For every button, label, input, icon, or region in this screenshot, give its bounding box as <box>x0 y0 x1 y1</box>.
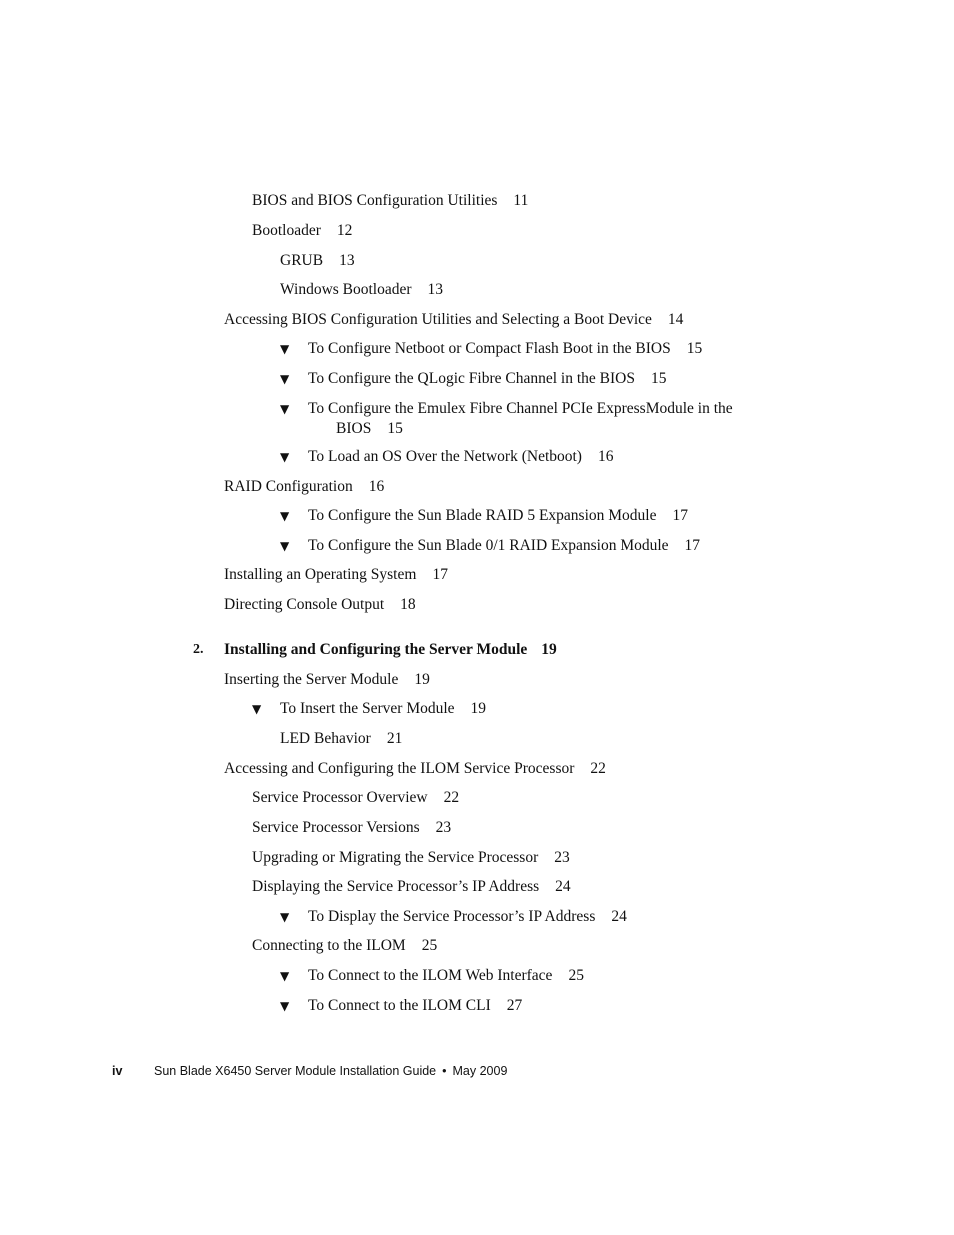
toc-entry-title: Displaying the Service Processor’s IP Address <box>252 878 540 895</box>
toc-page-number: 17 <box>684 537 701 554</box>
triangle-bullet-icon: ▼ <box>280 509 290 523</box>
chapter-title: Installing and Configuring the Server Module <box>224 641 528 658</box>
toc-entry[interactable] <box>224 595 416 615</box>
toc-entry-title: RAID Configuration <box>224 478 353 495</box>
toc-entry[interactable] <box>224 565 448 585</box>
toc-entry-title: Directing Console Output <box>224 596 385 613</box>
toc-procedure-entry[interactable] <box>280 369 667 389</box>
toc-entry[interactable] <box>224 759 606 779</box>
toc-page-number: 19 <box>470 700 487 717</box>
footer-date: May 2009 <box>452 1064 508 1078</box>
toc-entry-title: To Configure the Sun Blade RAID 5 Expansion Module <box>308 507 657 524</box>
toc-entry[interactable] <box>252 877 571 897</box>
toc-page-number: 27 <box>506 997 523 1014</box>
toc-entry-title: To Connect to the ILOM CLI <box>308 997 491 1014</box>
page-folio: iv <box>112 1064 123 1078</box>
toc-entry[interactable] <box>224 310 683 330</box>
toc-page-number: 16 <box>368 478 385 495</box>
toc-entry-title: Windows Bootloader <box>280 281 412 298</box>
toc-page-number: 12 <box>336 222 353 239</box>
toc-entry-title: To Configure the Emulex Fibre Channel PCIe ExpressModule in the <box>308 400 733 417</box>
toc-entry[interactable] <box>224 477 384 497</box>
toc-entry[interactable] <box>252 848 570 868</box>
toc-entry[interactable] <box>252 936 437 956</box>
toc-page-number: 24 <box>555 878 571 895</box>
footer-separator: • <box>442 1064 447 1078</box>
chapter-number: 2. <box>193 642 204 657</box>
triangle-bullet-icon: ▼ <box>280 450 290 464</box>
toc-procedure-entry[interactable] <box>280 536 701 556</box>
toc-page-number: 23 <box>435 819 452 836</box>
triangle-bullet-icon: ▼ <box>280 969 290 983</box>
triangle-bullet-icon: ▼ <box>280 539 290 553</box>
triangle-bullet-icon: ▼ <box>280 910 290 924</box>
toc-procedure-entry[interactable] <box>280 996 523 1016</box>
footer-book-title: Sun Blade X6450 Server Module Installation Guide <box>154 1064 437 1078</box>
toc-page-number: 17 <box>432 566 448 583</box>
toc-entry-title: To Load an OS Over the Network (Netboot) <box>308 448 582 465</box>
toc-page-number: 24 <box>611 908 627 925</box>
toc-page-number: 18 <box>400 596 416 613</box>
toc-page-number: 13 <box>427 281 444 298</box>
toc-page-number: 15 <box>650 370 667 387</box>
toc-entry-title: Upgrading or Migrating the Service Processor <box>252 849 539 866</box>
toc-page-number: 17 <box>672 507 688 524</box>
triangle-bullet-icon: ▼ <box>280 342 290 356</box>
toc-entry-title: Installing an Operating System <box>224 566 417 583</box>
toc-page-number: 15 <box>686 340 703 357</box>
toc-procedure-entry[interactable] <box>280 339 703 359</box>
triangle-bullet-icon: ▼ <box>280 372 290 386</box>
toc-procedure-entry[interactable] <box>280 966 584 986</box>
toc-entry-title: BIOS and BIOS Configuration Utilities <box>252 192 498 209</box>
toc-entry-title: To Configure the Sun Blade 0/1 RAID Expansion Module <box>308 537 669 554</box>
toc-page-number: 16 <box>597 448 614 465</box>
toc-chapter-heading[interactable] <box>193 640 557 660</box>
toc-entry[interactable] <box>280 729 402 749</box>
toc-entry-title: To Display the Service Processor’s IP Address <box>308 908 596 925</box>
toc-entry-title: GRUB <box>280 252 324 269</box>
toc-entry[interactable] <box>224 670 430 690</box>
toc-entry[interactable] <box>280 251 355 271</box>
triangle-bullet-icon: ▼ <box>252 702 262 716</box>
toc-entry-title: Accessing and Configuring the ILOM Service Processor <box>224 760 575 777</box>
toc-entry-title: Service Processor Versions <box>252 819 420 836</box>
toc-page-number: 11 <box>513 192 529 209</box>
toc-page-number: 22 <box>590 760 606 777</box>
triangle-bullet-icon: ▼ <box>280 999 290 1013</box>
toc-page-number: 19 <box>541 641 557 658</box>
toc-entry-title: Accessing BIOS Configuration Utilities and Selecting a Boot Device <box>224 311 652 328</box>
toc-procedure-entry[interactable] <box>280 399 788 439</box>
toc-entry[interactable] <box>252 221 352 241</box>
toc-entry-title: Bootloader <box>252 222 321 239</box>
toc-procedure-entry[interactable] <box>280 447 614 467</box>
toc-procedure-entry[interactable] <box>280 907 627 927</box>
toc-entry-title: Inserting the Server Module <box>224 671 399 688</box>
toc-page-number: 25 <box>568 967 584 984</box>
toc-page-number: 15 <box>387 420 403 437</box>
toc-entry[interactable] <box>280 280 443 300</box>
toc-procedure-entry[interactable] <box>280 506 688 526</box>
toc-entry-title: Connecting to the ILOM <box>252 937 406 954</box>
page-footer <box>112 1063 507 1079</box>
toc-page-number: 13 <box>339 252 355 269</box>
toc-entry[interactable] <box>252 788 459 808</box>
toc-entry[interactable] <box>252 818 451 838</box>
toc-entry-title-continuation: BIOS <box>336 420 372 437</box>
toc-page-number: 14 <box>667 311 684 328</box>
toc-entry-title: To Configure the QLogic Fibre Channel in the BIOS <box>308 370 635 387</box>
triangle-bullet-icon: ▼ <box>280 402 290 416</box>
toc-entry-title: To Insert the Server Module <box>280 700 455 717</box>
toc-procedure-entry[interactable] <box>252 699 487 719</box>
toc-entry-title: Service Processor Overview <box>252 789 428 806</box>
toc-entry[interactable] <box>252 191 528 211</box>
toc-entry-title: To Connect to the ILOM Web Interface <box>308 967 553 984</box>
toc-entry-title: LED Behavior <box>280 730 371 747</box>
toc-page-number: 19 <box>414 671 430 688</box>
toc-page-number: 25 <box>421 937 438 954</box>
toc-page-number: 21 <box>386 730 403 747</box>
toc-page-number: 23 <box>554 849 570 866</box>
toc-page-number: 22 <box>443 789 460 806</box>
toc-entry-title: To Configure Netboot or Compact Flash Boot in the BIOS <box>308 340 671 357</box>
